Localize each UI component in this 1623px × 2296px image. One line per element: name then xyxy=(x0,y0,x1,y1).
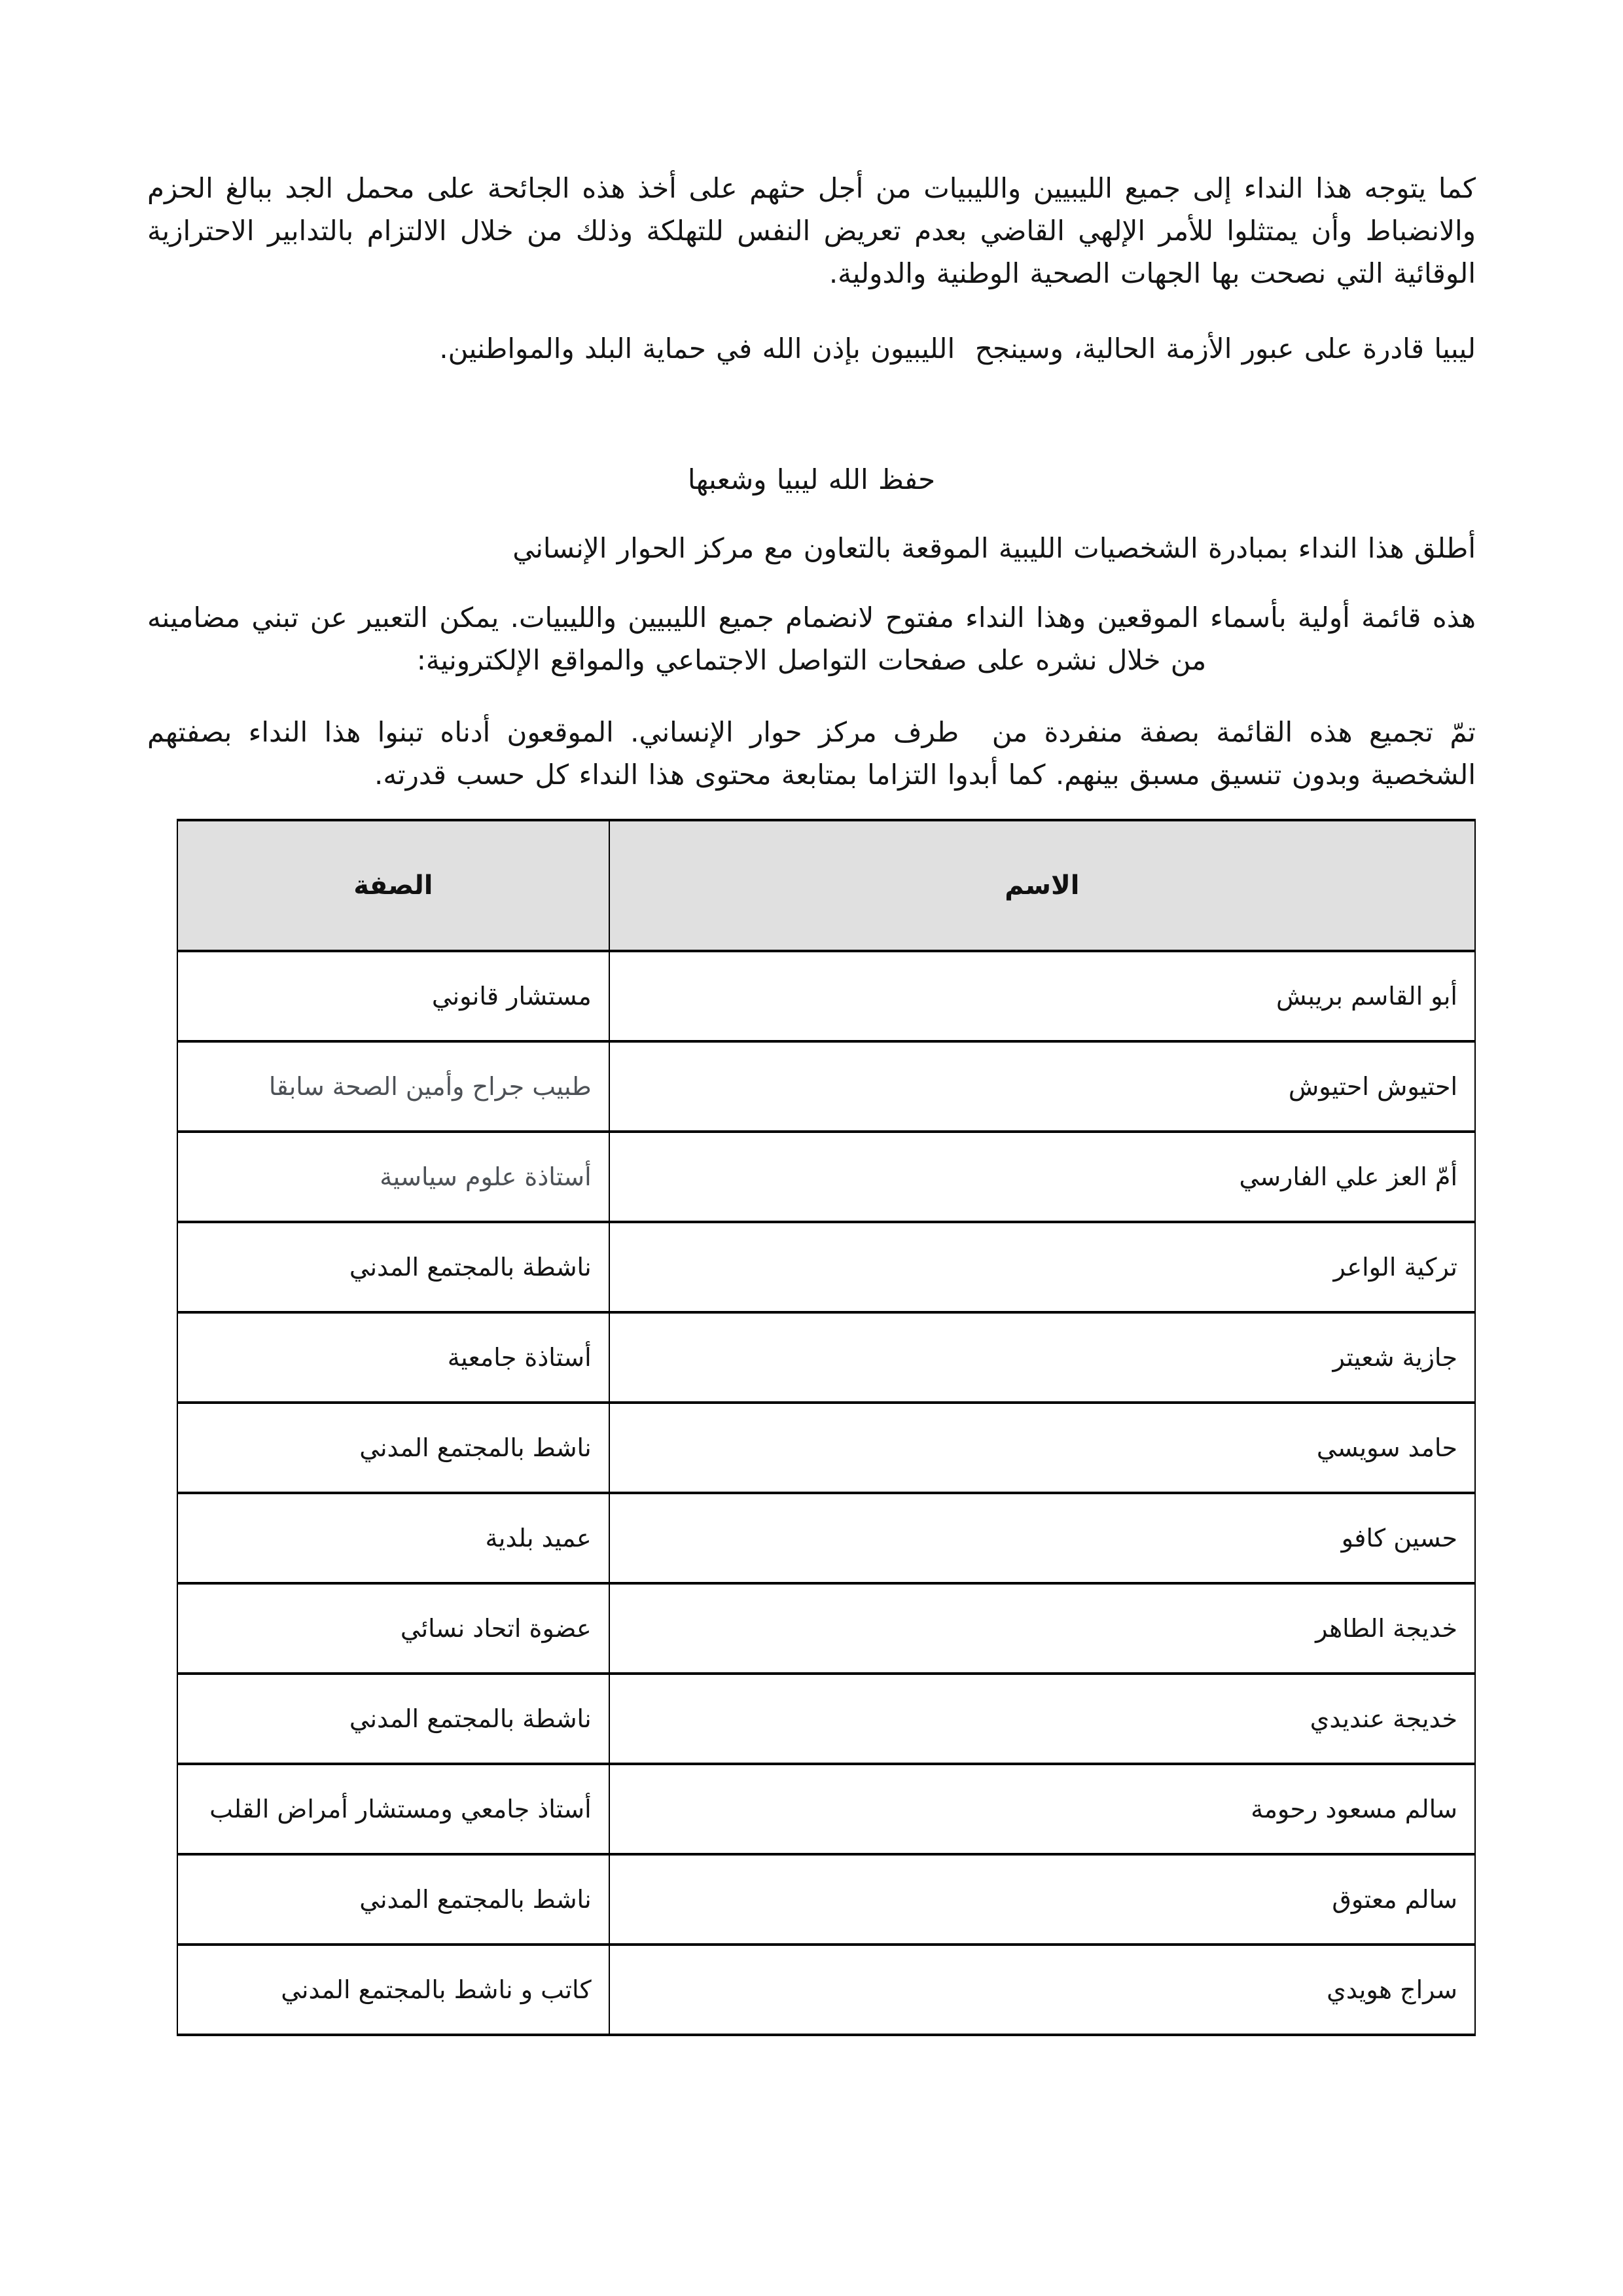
signatory-role: ناشط بالمجتمع المدني xyxy=(177,1403,609,1493)
signatory-role: ناشطة بالمجتمع المدني xyxy=(177,1222,609,1312)
table-row xyxy=(177,1583,1475,1674)
table-row xyxy=(177,1041,1475,1132)
table-row xyxy=(177,1493,1475,1583)
signatory-name: أبو القاسم بريبش xyxy=(609,951,1475,1041)
table-row xyxy=(177,1403,1475,1493)
paragraph-blessing: حفظ الله ليبيا وشعبها xyxy=(687,463,936,496)
signatory-name: سراج هويدي xyxy=(609,1945,1475,2035)
signatory-role: ناشطة بالمجتمع المدني xyxy=(177,1674,609,1764)
signatory-name: أمّ العز علي الفارسي xyxy=(609,1132,1475,1222)
table-row xyxy=(177,1764,1475,1854)
signatory-name: حامد سويسي xyxy=(609,1403,1475,1493)
signatory-role: أستاذة علوم سياسية xyxy=(177,1132,609,1222)
table-header-row xyxy=(177,820,1475,951)
paragraph-compilation-note: تمّ تجميع هذه القائمة بصفة منفردة من طرف مركز حوار الإنساني. الموقعون أدناه تبنوا هذا النداء بصفتهم الشخصية وبدون تنسيق مسبق بينهم. كما أبدوا التزاما بمتابعة محتوى هذا النداء كل حسب قدرته. xyxy=(137,715,1476,791)
signatory-name: سالم معتوق xyxy=(609,1854,1475,1945)
signatory-name: احتيوش احتيوش xyxy=(609,1041,1475,1132)
signatories-table xyxy=(177,819,1476,2036)
column-header-name: الاسم xyxy=(609,820,1475,951)
table-row xyxy=(177,1132,1475,1222)
signatory-name: سالم مسعود رحومة xyxy=(609,1764,1475,1854)
table-row xyxy=(177,1222,1475,1312)
column-header-role: الصفة xyxy=(177,820,609,951)
signatory-role: كاتب و ناشط بالمجتمع المدني xyxy=(177,1945,609,2035)
paragraph-open-list-note: هذه قائمة أولية بأسماء الموقعين وهذا النداء مفتوح لانضمام جميع الليبيين والليبيات. يمكن التعبير عن تبني مضامينه من خلال نشره على صفحات التواصل الاجتماعي والمواقع الإلكترونية: xyxy=(137,601,1476,676)
paragraph-libya-capable: ليبيا قادرة على عبور الأزمة الحالية، وسينجح الليبيون بإذن الله في حماية البلد والمواطنين. xyxy=(439,332,1476,365)
signatory-name: خديجة الطاهر xyxy=(609,1583,1475,1674)
signatory-name: جازية شعيتر xyxy=(609,1312,1475,1403)
signatory-role: أستاذة جامعية xyxy=(177,1312,609,1403)
signatory-role: طبيب جراح وأمين الصحة سابقا xyxy=(177,1041,609,1132)
paragraph-call-to-libyans: كما يتوجه هذا النداء إلى جميع الليبيين والليبيات من أجل حثهم على أخذ هذه الجائحة على محمل الجد ببالغ الحزم والانضباط وأن يمتثلوا للأمر الإلهي القاضي بعدم تعريض النفس للتهلكة وذلك من خلال الالتزام بالتدابير الاحترازية الوقائية التي نصحت بها الجهات الصحية الوطنية والدولية. xyxy=(137,172,1476,290)
paragraph-initiative-credit: أطلق هذا النداء بمبادرة الشخصيات الليبية الموقعة بالتعاون مع مركز الحوار الإنساني xyxy=(512,532,1476,565)
signatory-role: ناشط بالمجتمع المدني xyxy=(177,1854,609,1945)
table-header xyxy=(177,820,1475,951)
table-row xyxy=(177,1945,1475,2035)
signatory-role: مستشار قانوني xyxy=(177,951,609,1041)
table-body xyxy=(177,951,1475,2035)
signatory-role: عميد بلدية xyxy=(177,1493,609,1583)
table-row xyxy=(177,1854,1475,1945)
signatory-role: عضوة اتحاد نسائي xyxy=(177,1583,609,1674)
table-row xyxy=(177,951,1475,1041)
table-row xyxy=(177,1674,1475,1764)
signatory-name: حسين كافو xyxy=(609,1493,1475,1583)
table-row xyxy=(177,1312,1475,1403)
signatory-name: خديجة عنديدي xyxy=(609,1674,1475,1764)
signatory-name: تركية الواعر xyxy=(609,1222,1475,1312)
signatory-role: أستاذ جامعي ومستشار أمراض القلب xyxy=(177,1764,609,1854)
